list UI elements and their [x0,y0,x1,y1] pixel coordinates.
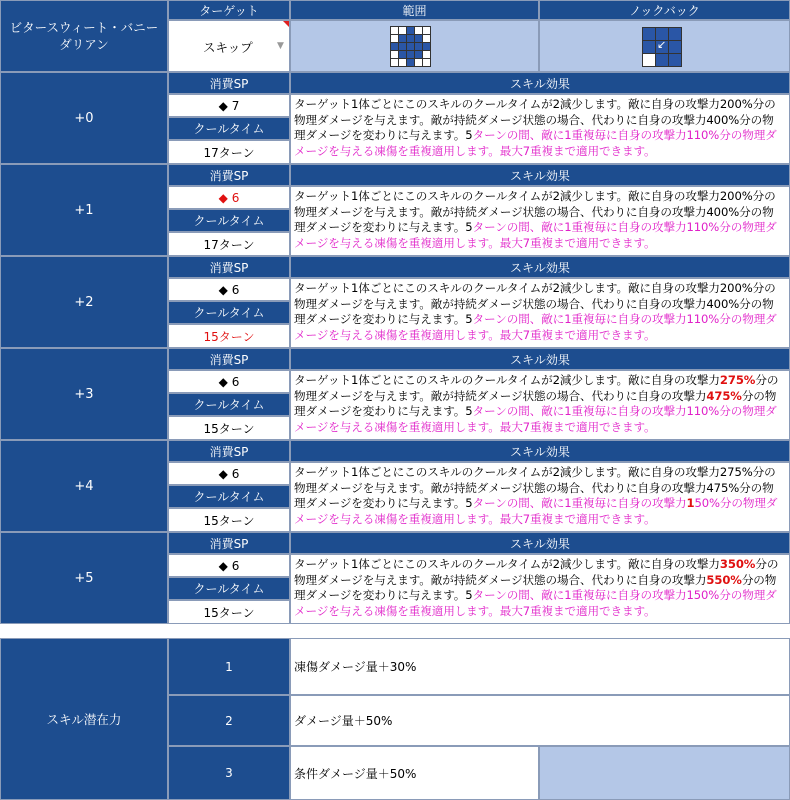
character-name-cell [0,0,168,72]
range-label: 範囲 [402,3,427,18]
sp-header-label: 消費SP [209,260,249,275]
knockback-header [539,0,790,20]
level-label: +4 [74,478,94,494]
description-text: ターゲット1体ごとにこのスキルのクールタイムが2減少します。敵に自身の攻撃力 [294,557,720,571]
effect-header [290,164,790,186]
description-text: ターンの間、敵に1重複毎に自身の攻撃力110%分の物理ダメージを与える凍傷を重複適用します。最大7重複まで適用できます。 [294,404,777,434]
sp-header [168,164,290,186]
range-header [290,0,539,20]
cooltime-value-label: 15ターン [203,605,255,620]
description-text: ターゲット1体ごとにこのスキルのクールタイムが2減少します。敵に自身の攻撃力200%分の物理ダメージを与えます。敵が持続ダメージ状態の場合、代わりに自身の攻撃力400%分の物理ダメージを変わりに与えます。5 [294,97,776,142]
level-cell [0,256,168,348]
skill-description [290,186,790,256]
description-text: 1 [686,496,695,510]
level-cell [0,164,168,256]
corner-marker-icon [283,21,289,27]
description-text: ターンの間、敵に1重複毎に自身の攻撃力110%分の物理ダメージを与える凍傷を重複適用します。最大7重複まで適用できます。 [294,312,777,342]
skill-description [290,94,790,164]
description-text: ターンの間、敵に1重複毎に自身の攻撃力110%分の物理ダメージを与える凍傷を重複適用します。最大7重複まで適用できます。 [294,128,777,158]
sp-value-label: ◆ 6 [218,558,240,573]
sp-header [168,256,290,278]
description-text: ターゲット1体ごとにこのスキルのクールタイムが2減少します。敵に自身の攻撃力200%分の物理ダメージを与えます。敵が持続ダメージ状態の場合、代わりに自身の攻撃力400%分の物理ダメージを変わりに与えます。5 [294,281,776,326]
sp-value [168,94,290,117]
sp-header [168,440,290,462]
level-cell [0,348,168,440]
effect-header-label: スキル効果 [510,76,570,91]
level-label: +5 [74,570,94,586]
level-label: +1 [74,202,94,218]
target-select[interactable] [168,20,290,72]
target-value: スキップ [203,40,253,55]
description-text: 350% [719,557,756,571]
description-text: 分の物理ダメージを与えます。敵が持続ダメージ状態の場合、代わりに自身の攻撃力 [294,557,779,587]
sp-header-label: 消費SP [209,168,249,183]
level-label: +3 [74,386,94,402]
cooltime-value [168,324,290,348]
description-text: 分の物理ダメージを変わりに与えます。5 [294,572,777,602]
potential-no-label: 2 [225,713,233,728]
cooltime-header [168,577,290,600]
potential-no-1 [168,638,290,695]
effect-header-label: スキル効果 [510,444,570,459]
potential-no-label: 3 [225,766,233,780]
range-grid-icon [390,26,431,67]
skill-description [290,462,790,532]
skill-description [290,370,790,440]
potential-text-1 [290,638,790,695]
effect-header [290,72,790,94]
sp-header-label: 消費SP [209,352,249,367]
sp-value-label: ◆ 7 [218,98,240,113]
description-text: ターゲット1体ごとにこのスキルのクールタイムが2減少します。敵に自身の攻撃力 [294,373,720,387]
character-name-line1: ビタースウィート・バニー [9,20,159,35]
cooltime-header [168,117,290,140]
cooltime-header [168,485,290,508]
sp-value [168,370,290,393]
effect-header-label: スキル効果 [510,260,570,275]
level-label: +2 [74,294,94,310]
cooltime-header-label: クールタイム [193,306,265,320]
description-text: 分の物理ダメージを与えます。敵が持続ダメージ状態の場合、代わりに自身の攻撃力 [294,373,779,403]
cooltime-header-label: クールタイム [193,582,265,596]
cooltime-header-label: クールタイム [193,398,265,412]
potential-label: スキル潜在力 [46,712,122,727]
effect-header [290,532,790,554]
description-text: ターゲット1体ごとにこのスキルのクールタイムが2減少します。敵に自身の攻撃力275%分の物理ダメージを与えます。敵が持続ダメージ状態の場合、代わりに自身の攻撃力475%分の物理ダメージを変わりに与えます。5 [294,465,776,510]
effect-header [290,440,790,462]
sp-header [168,72,290,94]
description-text: ターンの間、敵に1重複毎に自身の攻撃力150%分の物理ダメージを与える凍傷を重複適用します。最大7重複まで適用できます。 [294,588,777,618]
arrow-down-left-icon: ↙ [657,38,667,51]
description-text: ターンの間、敵に1重複毎に自身の攻撃力110%分の物理ダメージを与える凍傷を重複適用します。最大7重複まで適用できます。 [294,220,777,250]
range-cell [290,20,539,72]
potential-text-label: 条件ダメージ量＋50% [294,766,417,781]
description-text: 275% [719,373,756,387]
sp-value [168,554,290,577]
level-cell [0,72,168,164]
effect-header-label: スキル効果 [510,536,570,551]
skill-description [290,554,790,624]
skill-description [290,278,790,348]
sp-header [168,348,290,370]
description-text: 50%分の物理ダメージを与える凍傷を重複適用します。最大7重複まで適用できます。 [294,496,778,526]
sp-header [168,532,290,554]
potential-filler-3 [539,746,790,800]
cooltime-value-label: 17ターン [203,145,255,160]
sp-header-label: 消費SP [209,76,249,91]
knockback-grid-icon [642,27,682,67]
knockback-cell [539,20,790,72]
sp-value [168,462,290,485]
cooltime-value [168,140,290,164]
cooltime-header [168,209,290,232]
sp-header-label: 消費SP [209,444,249,459]
skill-header [0,0,790,72]
chevron-down-icon: ▼ [277,41,284,51]
cooltime-value-label: 15ターン [203,513,255,528]
cooltime-value [168,232,290,256]
cooltime-header-label: クールタイム [193,122,265,136]
description-text: ターンの間、敵に1重複毎に自身の攻撃力 [472,496,687,510]
cooltime-header-label: クールタイム [193,490,265,504]
sp-value [168,278,290,301]
sp-value-label: ◆ 6 [218,466,240,481]
cooltime-value [168,600,290,624]
cooltime-header [168,301,290,324]
potential-text-label: ダメージ量＋50% [294,714,393,728]
knockback-label: ノックバック [629,3,700,18]
description-text: 550% [706,572,742,587]
potential-text-2 [290,695,790,746]
effect-header-label: スキル効果 [510,168,570,183]
potential-no-label: 1 [225,659,233,674]
effect-header [290,348,790,370]
level-label: +0 [74,110,94,126]
target-label: ターゲット [199,3,259,18]
cooltime-header [168,393,290,416]
effect-header [290,256,790,278]
cooltime-value-label: 15ターン [203,421,255,436]
effect-header-label: スキル効果 [510,352,570,367]
cooltime-value-label: 17ターン [203,237,255,252]
potential-label-cell [0,638,168,800]
sp-value-label: ◆ 6 [218,282,240,297]
sp-value [168,186,290,209]
level-cell [0,532,168,624]
character-name-line2: ダリアン [59,37,109,52]
sp-value-label: ◆ 6 [218,374,240,389]
sp-value-label: ◆ 6 [218,190,240,205]
description-text: 475% [706,388,742,403]
description-text: ターゲット1体ごとにこのスキルのクールタイムが2減少します。敵に自身の攻撃力200%分の物理ダメージを与えます。敵が持続ダメージ状態の場合、代わりに自身の攻撃力400%分の物理ダメージを変わりに与えます。5 [294,189,776,234]
potential-no-3 [168,746,290,800]
potential-no-2 [168,695,290,746]
potential-text-3 [290,746,539,800]
level-cell [0,440,168,532]
potential-text-label: 凍傷ダメージ量＋30% [294,660,417,674]
cooltime-value [168,508,290,532]
cooltime-value [168,416,290,440]
cooltime-header-label: クールタイム [193,214,265,228]
cooltime-value-label: 15ターン [203,329,255,344]
target-header [168,0,290,20]
description-text: 分の物理ダメージを変わりに与えます。5 [294,388,777,418]
sp-header-label: 消費SP [209,536,249,551]
